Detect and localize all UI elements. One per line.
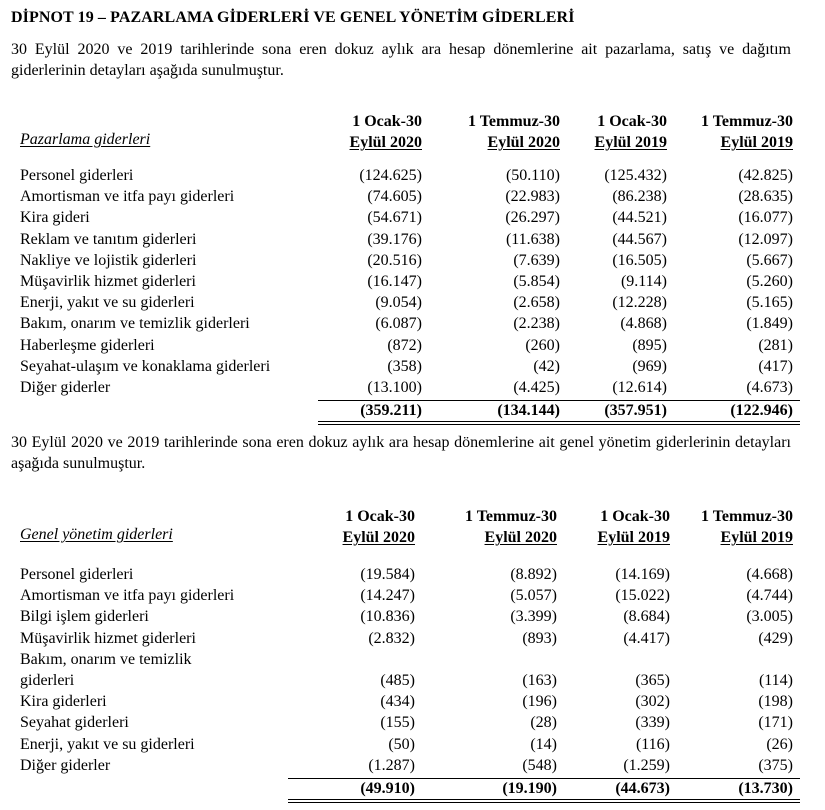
admin-row-value: (2.832) bbox=[368, 629, 415, 647]
admin-row-value: (19.584) bbox=[360, 566, 415, 583]
admin-row-value: (1.259) bbox=[623, 756, 670, 774]
marketing-col-header-3 bbox=[595, 111, 667, 153]
col-header-line2: Eylül 2019 bbox=[720, 134, 793, 151]
marketing-row-value: (2.238) bbox=[513, 315, 560, 333]
admin-col-header-2 bbox=[465, 506, 557, 548]
marketing-row-value: (125.432) bbox=[604, 167, 667, 184]
admin-row-value: (548) bbox=[522, 756, 557, 774]
admin-row-label: Bilgi işlem giderleri bbox=[20, 608, 149, 626]
marketing-row-value: (12.228) bbox=[612, 294, 667, 312]
total-double-rule bbox=[288, 802, 800, 803]
marketing-row-value: (16.147) bbox=[367, 273, 422, 290]
admin-row-value: (3.399) bbox=[510, 608, 557, 626]
admin-row-value: (893) bbox=[522, 629, 557, 647]
admin-row-value: (4.668) bbox=[746, 566, 793, 583]
col-header-line1: 1 Ocak-30 bbox=[597, 113, 667, 130]
marketing-total-value: (134.144) bbox=[497, 402, 560, 420]
marketing-intro-paragraph: 30 Eylül 2020 ve 2019 tarihlerinde sona eren dokuz aylık ara hesap dönemlerine ait pazarlama, satış ve dağıtım giderlerinin detayları aşağıda sunulmuştur. bbox=[11, 41, 791, 79]
col-header-line2: Eylül 2020 bbox=[487, 134, 560, 151]
admin-row-value: (429) bbox=[758, 629, 793, 647]
admin-row-value: (4.417) bbox=[623, 629, 670, 647]
marketing-row-label: Enerji, yakıt ve su giderleri bbox=[20, 294, 195, 312]
admin-row-label: Amortisman ve itfa payı giderleri bbox=[20, 587, 235, 605]
admin-section-label: Genel yönetim giderleri bbox=[20, 526, 173, 543]
admin-total-value: (19.190) bbox=[502, 780, 557, 797]
admin-row-label: Seyahat giderleri bbox=[20, 714, 129, 732]
marketing-row-label: Personel giderleri bbox=[20, 167, 134, 184]
marketing-row-label: Kira gideri bbox=[20, 209, 90, 227]
admin-total-value: (49.910) bbox=[360, 780, 415, 797]
total-double-rule bbox=[318, 424, 800, 425]
marketing-row-value: (895) bbox=[632, 336, 667, 354]
marketing-row-value: (26.297) bbox=[505, 209, 560, 227]
total-double-rule bbox=[318, 421, 800, 422]
marketing-row-value: (4.673) bbox=[746, 379, 793, 396]
marketing-row-label: Nakliye ve lojistik giderleri bbox=[20, 251, 197, 269]
marketing-row-value: (260) bbox=[525, 336, 560, 354]
col-header-line1: 1 Ocak-30 bbox=[345, 508, 415, 525]
marketing-row-value: (28.635) bbox=[738, 188, 793, 206]
note-title: DİPNOT 19 – PAZARLAMA GİDERLERİ VE GENEL YÖNETİM GİDERLERİ bbox=[11, 9, 575, 26]
marketing-row-value: (1.849) bbox=[746, 315, 793, 333]
marketing-row-value: (22.983) bbox=[505, 188, 560, 206]
marketing-row-label: Bakım, onarım ve temizlik giderleri bbox=[20, 315, 250, 333]
marketing-col-header-2 bbox=[468, 111, 560, 153]
admin-row-label: Diğer giderler bbox=[20, 756, 111, 774]
marketing-row-value: (9.114) bbox=[620, 273, 667, 290]
marketing-row-value: (2.658) bbox=[513, 294, 560, 312]
admin-row-value: (3.005) bbox=[746, 608, 793, 626]
marketing-row-label: Seyahat-ulaşım ve konaklama giderleri bbox=[20, 357, 271, 375]
col-header-line2: Eylül 2020 bbox=[342, 529, 415, 546]
admin-row-value: (375) bbox=[758, 756, 793, 774]
col-header-line1: 1 Temmuz-30 bbox=[465, 508, 557, 525]
marketing-total-value: (359.211) bbox=[360, 402, 422, 420]
marketing-row-value: (12.614) bbox=[612, 379, 667, 396]
admin-row-label: Personel giderleri bbox=[20, 566, 134, 583]
admin-row-value: (10.836) bbox=[360, 608, 415, 626]
admin-row-value: (14.169) bbox=[615, 566, 670, 583]
marketing-row-value: (4.868) bbox=[620, 315, 667, 333]
marketing-row-value: (9.054) bbox=[375, 294, 422, 312]
marketing-row-value: (5.854) bbox=[513, 273, 560, 290]
admin-row-value: (14) bbox=[530, 735, 557, 753]
admin-row-value: (485) bbox=[380, 672, 415, 689]
col-header-line2: Eylül 2020 bbox=[484, 529, 557, 546]
admin-row-value: (198) bbox=[758, 693, 793, 711]
col-header-line1: 1 Ocak-30 bbox=[352, 113, 422, 130]
marketing-row-value: (42) bbox=[533, 357, 560, 375]
marketing-row-value: (86.238) bbox=[612, 188, 667, 206]
admin-row-value: (26) bbox=[766, 735, 793, 753]
marketing-row-value: (5.165) bbox=[746, 294, 793, 312]
admin-row-value: (339) bbox=[635, 714, 670, 732]
marketing-row-value: (44.521) bbox=[612, 209, 667, 227]
admin-row-label: Bakım, onarım ve temizlik bbox=[20, 650, 192, 668]
admin-col-header-3 bbox=[598, 506, 670, 548]
admin-row-value: (1.287) bbox=[368, 756, 415, 774]
admin-row-label-cont: giderleri bbox=[20, 672, 75, 689]
marketing-row-label: Reklam ve tanıtım giderleri bbox=[20, 230, 197, 248]
marketing-row-value: (42.825) bbox=[738, 167, 793, 184]
marketing-row-value: (16.505) bbox=[612, 251, 667, 269]
marketing-row-value: (969) bbox=[632, 357, 667, 375]
marketing-row-value: (6.087) bbox=[375, 315, 422, 333]
marketing-section-label: Pazarlama giderleri bbox=[20, 131, 151, 148]
marketing-row-value: (7.639) bbox=[513, 251, 560, 269]
admin-row-value: (5.057) bbox=[510, 587, 557, 605]
marketing-row-label: Diğer giderler bbox=[20, 379, 111, 396]
marketing-row-value: (74.605) bbox=[367, 188, 422, 206]
marketing-row-value: (20.516) bbox=[367, 251, 422, 269]
admin-row-value: (171) bbox=[758, 714, 793, 732]
marketing-row-value: (417) bbox=[758, 357, 793, 375]
col-header-line1: 1 Temmuz-30 bbox=[468, 113, 560, 130]
admin-row-value: (302) bbox=[635, 693, 670, 711]
marketing-row-value: (13.100) bbox=[367, 379, 422, 396]
admin-row-value: (50) bbox=[388, 735, 415, 753]
admin-total-value: (44.673) bbox=[615, 780, 670, 797]
admin-row-value: (114) bbox=[758, 672, 793, 689]
col-header-line2: Eylül 2019 bbox=[594, 134, 667, 151]
total-double-rule bbox=[288, 799, 800, 800]
admin-row-value: (14.247) bbox=[360, 587, 415, 605]
marketing-row-label: Haberleşme giderleri bbox=[20, 336, 155, 354]
marketing-row-value: (54.671) bbox=[367, 209, 422, 227]
col-header-line1: 1 Temmuz-30 bbox=[701, 508, 793, 525]
admin-row-label: Müşavirlik hizmet giderleri bbox=[20, 629, 196, 647]
marketing-row-label: Müşavirlik hizmet giderleri bbox=[20, 273, 196, 290]
col-header-line2: Eylül 2020 bbox=[349, 134, 422, 151]
marketing-row-value: (12.097) bbox=[738, 230, 793, 248]
marketing-row-value: (872) bbox=[387, 336, 422, 354]
marketing-total-value: (122.946) bbox=[730, 402, 793, 420]
admin-row-value: (434) bbox=[380, 693, 415, 711]
admin-row-label: Kira giderleri bbox=[20, 693, 107, 711]
marketing-total-value: (357.951) bbox=[604, 402, 667, 420]
marketing-row-value: (281) bbox=[758, 336, 793, 354]
marketing-row-value: (44.567) bbox=[612, 230, 667, 248]
admin-total-value: (13.730) bbox=[738, 780, 793, 797]
admin-row-value: (8.892) bbox=[510, 566, 557, 583]
marketing-row-value: (4.425) bbox=[513, 379, 560, 396]
marketing-row-value: (5.667) bbox=[746, 251, 793, 269]
marketing-row-value: (39.176) bbox=[367, 230, 422, 248]
admin-row-value: (196) bbox=[522, 693, 557, 711]
admin-intro-paragraph: 30 Eylül 2020 ve 2019 tarihlerinde sona eren dokuz aylık ara hesap dönemlerine ait genel yönetim giderlerinin detayları aşağıda sunulmuştur. bbox=[11, 434, 791, 472]
admin-row-label: Enerji, yakıt ve su giderleri bbox=[20, 735, 195, 753]
marketing-col-header-4 bbox=[701, 111, 793, 153]
col-header-line1: 1 Temmuz-30 bbox=[701, 113, 793, 130]
marketing-row-label: Amortisman ve itfa payı giderleri bbox=[20, 188, 235, 206]
admin-row-value: (4.744) bbox=[746, 587, 793, 605]
admin-col-header-1 bbox=[343, 506, 415, 548]
col-header-line2: Eylül 2019 bbox=[597, 529, 670, 546]
marketing-row-value: (11.638) bbox=[505, 230, 560, 248]
admin-col-header-4 bbox=[701, 506, 793, 548]
marketing-row-value: (5.260) bbox=[746, 273, 793, 290]
admin-row-value: (8.684) bbox=[623, 608, 670, 626]
marketing-row-value: (16.077) bbox=[738, 209, 793, 227]
admin-row-value: (28) bbox=[530, 714, 557, 732]
marketing-row-value: (50.110) bbox=[505, 167, 560, 184]
admin-row-value: (163) bbox=[522, 672, 557, 689]
marketing-col-header-1 bbox=[350, 111, 422, 153]
col-header-line1: 1 Ocak-30 bbox=[600, 508, 670, 525]
col-header-line2: Eylül 2019 bbox=[720, 529, 793, 546]
marketing-row-value: (124.625) bbox=[359, 167, 422, 184]
marketing-row-value: (358) bbox=[387, 357, 422, 375]
admin-row-value: (15.022) bbox=[615, 587, 670, 605]
admin-row-value: (116) bbox=[635, 735, 670, 753]
admin-row-value: (365) bbox=[635, 672, 670, 689]
admin-row-value: (155) bbox=[380, 714, 415, 732]
